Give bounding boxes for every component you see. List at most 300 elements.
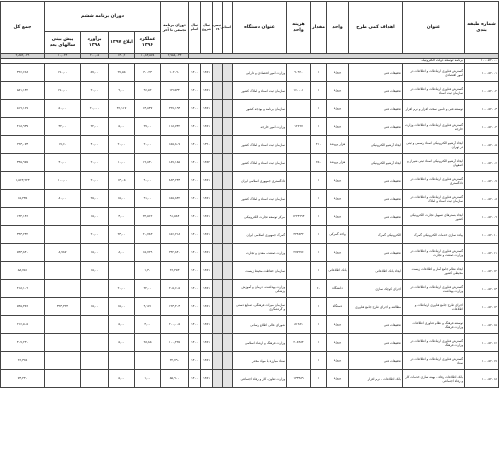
project-agency: سازمان حفاظت محیط زیست <box>233 262 287 280</box>
project-perf-1396: ۱۹,۸۳۰ <box>135 154 161 172</box>
project-code: ۱۰۰۰۵۲۰۰۸ <box>465 190 499 208</box>
project-amount: ۱ <box>311 334 327 352</box>
project-forecast: ۳۰,۰۰ <box>44 154 80 172</box>
project-est-1398: ۲۲,۰۰ <box>81 118 109 136</box>
project-forecast: ۱۷,۶۰ <box>44 136 80 154</box>
project-unit: پروژه <box>327 316 349 334</box>
project-article19 <box>213 352 223 370</box>
project-provincial <box>223 334 233 352</box>
project-unit-cost: ۱۳۳۴۸۹ <box>287 370 311 388</box>
project-unit-cost <box>287 100 311 118</box>
project-article19 <box>213 298 223 316</box>
project-agency: وزارت تعاون، کار و رفاه اجتماعی <box>233 370 287 388</box>
project-article19 <box>213 64 223 82</box>
project-goal: تحقیقات فنی <box>349 118 403 136</box>
project-unit-cost <box>287 262 311 280</box>
project-end-year: ۱۴۰۰ <box>189 172 201 190</box>
project-unit: پروژه <box>327 244 349 262</box>
project-amount: ۱ <box>311 244 327 262</box>
table-row <box>0 370 498 388</box>
project-forecast <box>44 226 80 244</box>
project-code: ۱۰۰۰۵۲۰۱۲ <box>465 262 499 280</box>
project-article19 <box>213 316 223 334</box>
project-notif-1397: ۲۳,۰۰ <box>109 226 135 244</box>
project-title: بانک اطلاعات رفاه - بهینه سازی خدمات کار و رفاه اجتماعی <box>403 370 465 388</box>
header-end-year: سال اتمام <box>189 2 201 54</box>
project-agency: وزارت امور اقتصادی و دارایی <box>233 64 287 82</box>
project-forecast <box>44 262 80 280</box>
project-amount: ۱ <box>311 172 327 190</box>
project-notif-1397 <box>109 262 135 280</box>
project-article19 <box>213 226 223 244</box>
project-perf-1396: ۹۶,۵۲ <box>135 82 161 100</box>
project-perf-1396: ۴,۰۰ <box>135 316 161 334</box>
project-title: توسعه فرهنگ و نظام فناوری اطلاعات وزارت فرهنگ <box>403 316 465 334</box>
project-provincial <box>223 118 233 136</box>
project-title: اجرای طرح جامع فناوری ارتباطات و اطلاعات <box>403 298 465 316</box>
table-row <box>0 154 498 172</box>
project-goal: اجرای کوچک سازی <box>349 280 403 298</box>
project-article19 <box>213 334 223 352</box>
project-forecast <box>44 316 80 334</box>
project-start-year: ۱۳۸۱ <box>201 244 213 262</box>
project-forecast <box>44 280 80 298</box>
project-title: توسعه فنی و تامین سخت افزار و نرم افزار <box>403 100 465 118</box>
project-title: گسترش فناوری ارتباطات و اطلاعات در ستاد <box>403 352 465 370</box>
project-end-year: ۱۴۰۰ <box>189 64 201 82</box>
total-1397: ۱۳۰,۲ <box>109 54 135 59</box>
project-code: ۱۰۰۰۵۲۰۱۰ <box>465 226 499 244</box>
header-grand-total: جمع کل <box>0 2 44 54</box>
project-start-year: ۱۳۸۱ <box>201 190 213 208</box>
project-amount: ۴۱۰ <box>311 136 327 154</box>
project-perf-1396: ۹,۱۷۱ <box>135 298 161 316</box>
project-unit: هزار پرونده <box>327 154 349 172</box>
project-end-year: ۱۴۰۰ <box>189 316 201 334</box>
project-goal: تحقیقات فنی <box>349 316 403 334</box>
project-amount: ۶۰ <box>311 280 327 298</box>
project-forecast <box>44 352 80 370</box>
project-unit-cost <box>287 352 311 370</box>
project-grand-total: ۵۱۹,۱۶۷ <box>0 100 44 118</box>
total-grand: ۲,۸۵۲,۰۲۹ <box>0 54 44 59</box>
project-amount: ۱ <box>311 100 327 118</box>
project-grand-total: ۵۸,۷۵۱ <box>0 262 44 280</box>
project-forecast: ۳۲,۰۰ <box>44 118 80 136</box>
project-est-1398: ۱۵,۰۰ <box>81 262 109 280</box>
project-grand-total: ۵۸۱,۱۴۲ <box>0 82 44 100</box>
project-grand-total: ۲۹۳,۰۷۳ <box>0 136 44 154</box>
project-title: گسترش فناوری ارتباطات و اطلاعات در دادگستری <box>403 172 465 190</box>
project-agency: گمرک جمهوری اسلامی ایران <box>233 226 287 244</box>
project-goal: تحقیقات فنی <box>349 100 403 118</box>
project-provincial <box>223 64 233 82</box>
project-goal: تحقیقات فنی <box>349 64 403 82</box>
header-agency: عنوان دستگاه <box>233 2 287 54</box>
project-perf-1396: ۲۲,۰۰ <box>135 280 161 298</box>
project-title: گسترش فناوری ارتباطات و اطلاعات در وزارت فرهنگ <box>403 334 465 352</box>
total-1398: ۲۰۰,۰۵ <box>81 54 109 59</box>
project-code: ۱۰۰۰۵۲۰۱۴ <box>465 298 499 316</box>
project-goal: تحقیقات فنی <box>349 352 403 370</box>
project-provincial <box>223 172 233 190</box>
project-start-year: ۱۳۸۱ <box>201 334 213 352</box>
project-est-1398: ۲۰,۰۰ <box>81 82 109 100</box>
project-est-1398: ۲۰,۰۰ <box>81 154 109 172</box>
project-unit: بانک اطلاعاتی <box>327 262 349 280</box>
project-start-year: ۱۳۸۱ <box>201 208 213 226</box>
project-start-year: ۱۳۸۲ <box>201 154 213 172</box>
table-body <box>0 54 498 388</box>
project-period-total: ۹۱,۵۸۴ <box>161 208 189 226</box>
table-row <box>0 352 498 370</box>
project-unit-cost <box>287 172 311 190</box>
project-grand-total: ۲۶,۳۶۵ <box>0 352 44 370</box>
project-unit-cost <box>287 136 311 154</box>
project-agency: سازمان ثبت اسناد و املاک کشور <box>233 82 287 100</box>
project-unit: پروژه <box>327 370 349 388</box>
project-agency: وزارت بهداشت، درمان و آموزش پزشکی <box>233 280 287 298</box>
project-agency: دادگستری جمهوری اسلامی ایران <box>233 172 287 190</box>
project-provincial <box>223 136 233 154</box>
project-agency: ستاد مبارزه با مواد مخدر <box>233 352 287 370</box>
project-goal: تحقیقات فنی <box>349 244 403 262</box>
project-unit-cost: ۲۰۸۴۸۴ <box>287 334 311 352</box>
project-code: ۱۰۰۰۵۲۰۰۴ <box>465 118 499 136</box>
project-end-year: ۱۴۰۰ <box>189 370 201 388</box>
project-provincial <box>223 280 233 298</box>
project-notif-1397: ۱۵,۰۰ <box>109 190 135 208</box>
project-start-year: ۱۳۸۱ <box>201 298 213 316</box>
project-amount: ۱ <box>311 370 327 388</box>
project-forecast: ۱۷۰,۰۰ <box>44 64 80 82</box>
project-period-total: ۲۲,۷۹۰ <box>161 352 189 370</box>
project-forecast: ۱۰۰,۰۰ <box>44 172 80 190</box>
project-period-total: ۱۱۸,۷۴۲ <box>161 118 189 136</box>
project-provincial <box>223 262 233 280</box>
project-provincial <box>223 244 233 262</box>
project-unit: پروژه <box>327 190 349 208</box>
project-agency: وزارت امور خارجه <box>233 118 287 136</box>
table-row <box>0 298 498 316</box>
project-unit-cost <box>287 280 311 298</box>
project-start-year: ۱۳۸۱ <box>201 316 213 334</box>
project-unit-cost: ۴۴۴۸۳۲ <box>287 226 311 244</box>
project-perf-1396: ۴۰۰۲۳ <box>135 64 161 82</box>
header-start-year: سال شروع <box>201 2 213 54</box>
project-notif-1397: ۲۰,۰۰ <box>109 136 135 154</box>
project-amount: ۱ <box>311 118 327 136</box>
project-provincial <box>223 352 233 370</box>
budget-table <box>0 1 499 388</box>
project-agency: سازمان ثبت اسناد و املاک کشور <box>233 190 287 208</box>
table-row <box>0 244 498 262</box>
project-title: گسترش فناوری ارتباطات و اطلاعات در وزارت بهداشت <box>403 280 465 298</box>
project-period-total: ۱۰۰,۴۲۵ <box>161 334 189 352</box>
project-provincial <box>223 298 233 316</box>
project-agency: سازمان برنامه و بودجه کشور <box>233 100 287 118</box>
header-notif-1397: ابلاغ ۱۳۹۷ <box>109 32 135 54</box>
project-grand-total: ۴۱۸,۹۳۷ <box>0 118 44 136</box>
project-grand-total: ۳۴۳,۲۴۲ <box>0 226 44 244</box>
project-est-1398: ۱۵,۰۰ <box>81 208 109 226</box>
project-end-year: ۱۴۰۰ <box>189 154 201 172</box>
project-title: ایجاد آرشیو الکترونیکی اسناد رسمی و ثبتی در تهران <box>403 136 465 154</box>
project-title: گسترش فناوری ارتباطات و اطلاعات وزارت خارجه <box>403 118 465 136</box>
project-est-1398 <box>81 352 109 370</box>
project-grand-total: ۵۴۳,۸۴۰ <box>0 244 44 262</box>
project-goal: ایجاد بانک اطلاعاتی <box>349 262 403 280</box>
project-est-1398: ۵۷,۰۰ <box>81 64 109 82</box>
project-article19 <box>213 136 223 154</box>
project-unit: پروژه <box>327 208 349 226</box>
project-unit-cost: ۱۲۶۹۷ <box>287 118 311 136</box>
project-end-year: ۱۴۰۰ <box>189 352 201 370</box>
table-row <box>0 190 498 208</box>
project-period-total: ۱۵۶,۲۱۸ <box>161 226 189 244</box>
project-amount: ۱ <box>311 262 327 280</box>
project-end-year: ۱۴۰۰ <box>189 334 201 352</box>
project-forecast <box>44 208 80 226</box>
project-amount: ۲۵۰ <box>311 154 327 172</box>
project-notif-1397: ۵,۰۰ <box>109 370 135 388</box>
project-code: ۱۰۰۰۵۲۰۱۶ <box>465 334 499 352</box>
table-row <box>0 280 498 298</box>
header-article19: تبصره ۱۹ <box>213 2 223 54</box>
project-unit-cost: ۱۶۰۰۰۱ <box>287 82 311 100</box>
project-notif-1397: ۹,۰۰ <box>109 82 135 100</box>
project-code: ۱۰۰۰۵۲۰۰۲ <box>465 82 499 100</box>
project-end-year: ۱۴۰۰ <box>189 100 201 118</box>
project-end-year: ۱۴۰۰ <box>189 298 201 316</box>
project-start-year: ۱۳۸۱ <box>201 82 213 100</box>
project-goal: تحقیقات فنی <box>349 208 403 226</box>
project-period-total: ۱۴۱۵۳۳ <box>161 82 189 100</box>
project-start-year: ۱۳۸۱ <box>201 370 213 388</box>
project-article19 <box>213 190 223 208</box>
project-title: گسترش فناوری ارتباطات و اطلاعات در امور اقتصادی <box>403 64 465 82</box>
header-amount: مقدار <box>311 2 327 54</box>
project-code: ۱۰۰۰۵۲۰۰۱ <box>465 64 499 82</box>
project-amount: ۱ <box>311 352 327 370</box>
header-goals: اهداف کمی طرح <box>349 2 403 54</box>
table-row <box>0 208 498 226</box>
project-code: ۱۰۰۰۵۲۰۱۸ <box>465 370 499 388</box>
project-notif-1397: ۱۵,۰۰ <box>109 298 135 316</box>
project-est-1398: ۲۰,۰۰ <box>81 172 109 190</box>
table-row <box>0 334 498 352</box>
header-unit-cost: هزینه واحد <box>287 2 311 54</box>
project-notif-1397: ۵,۰۰ <box>109 316 135 334</box>
project-start-year: ۱۳۸۱ <box>201 100 213 118</box>
table-row <box>0 118 498 136</box>
total-period: ۲,۷۵۸,۰۳۳ <box>161 54 189 59</box>
project-grand-total: ۱۵,۴۳۵ <box>0 190 44 208</box>
project-article19 <box>213 208 223 226</box>
table-row <box>0 262 498 280</box>
header-unit: واحد <box>327 2 349 54</box>
project-grand-total: ۱۳۴,۱۴۶ <box>0 208 44 226</box>
project-grand-total: ۷۳,۴۳۰ <box>0 370 44 388</box>
project-code: ۱۰۰۰۵۲۰۰۹ <box>465 208 499 226</box>
project-provincial <box>223 190 233 208</box>
project-forecast: ۸,۷۸۷ <box>44 244 80 262</box>
project-perf-1396: ۹۰,۰۰ <box>135 172 161 190</box>
total-1396: ۱۰,۸۳,۵۷۸ <box>135 54 161 59</box>
project-unit-cost: ۲۷۷۲۷۶ <box>287 244 311 262</box>
project-perf-1396: ۲۰,۷۸۳ <box>135 226 161 244</box>
project-notif-1397: ۵,۰۰ <box>109 334 135 352</box>
project-notif-1397: ۳۶,۱۱۷ <box>109 100 135 118</box>
project-article19 <box>213 118 223 136</box>
project-perf-1396: ۲۴,۵۶۲ <box>135 208 161 226</box>
project-end-year: ۱۴۰۰ <box>189 118 201 136</box>
project-title: ایجاد بسترهای تسهیل تجارت الکترونیکی کشور <box>403 208 465 226</box>
project-start-year: ۱۳۸۱ <box>201 280 213 298</box>
project-est-1398 <box>81 370 109 388</box>
project-est-1398: ۱۵,۰۰ <box>81 298 109 316</box>
project-period-total: ۱۲۳,۴۰۳ <box>161 298 189 316</box>
header-provincial: استانی <box>223 2 233 54</box>
header-title: عنوان <box>403 2 465 54</box>
project-unit: پروژه <box>327 64 349 82</box>
project-provincial <box>223 82 233 100</box>
project-est-1398: ۲۵,۰۰ <box>81 190 109 208</box>
project-amount: ۱ <box>311 64 327 82</box>
project-title: گسترش فناوری ارتباطات و اطلاعات در سازمان ثبت اسناد و املاک <box>403 190 465 208</box>
project-est-1398 <box>81 280 109 298</box>
project-period-total: ۲۹۷,۱۹۳ <box>161 100 189 118</box>
project-code: ۱۰۰۰۵۲۰۰۷ <box>465 172 499 190</box>
table-row <box>0 82 498 100</box>
table-row <box>0 226 498 244</box>
table-row <box>0 100 498 118</box>
total-forecast: ۱۰,۰۲۳ <box>44 54 80 59</box>
project-period-total: ۲۰۵,۶۰۵ <box>161 280 189 298</box>
project-est-1398: ۴۰,۰۰ <box>81 136 109 154</box>
project-est-1398: ۲۰,۰۰ <box>81 226 109 244</box>
project-period-total: ۲۰۰,۰۰۵ <box>161 316 189 334</box>
project-code: ۱۰۰۰۵۲۰۱۷ <box>465 352 499 370</box>
project-start-year: ۱۳۸۱ <box>201 226 213 244</box>
project-article19 <box>213 370 223 388</box>
project-code: ۱۰۰۰۵۲۰۱۳ <box>465 280 499 298</box>
project-provincial <box>223 154 233 172</box>
project-grand-total: ۳۹۶,۶۶۸ <box>0 64 44 82</box>
project-perf-1396 <box>135 352 161 370</box>
project-article19 <box>213 244 223 262</box>
project-start-year: ۱۳۸۱ <box>201 172 213 190</box>
table-row <box>0 136 498 154</box>
project-unit: پروژه <box>327 118 349 136</box>
project-code: ۱۰۰۰۵۲۰۰۳ <box>465 100 499 118</box>
project-provincial <box>223 208 233 226</box>
project-period-total: ۱۵۵,۸۴۲ <box>161 190 189 208</box>
project-period-total: ۱۸۷,۱۸۵ <box>161 154 189 172</box>
project-provincial <box>223 100 233 118</box>
project-forecast: ۱۷۰,۰۰ <box>44 82 80 100</box>
project-amount: ۱ <box>311 208 327 226</box>
project-perf-1396: ۱۳,۸۳۷ <box>135 100 161 118</box>
header-sixth-plan: دوران برنامه ششم <box>44 2 160 32</box>
project-end-year: ۱۴۰۰ <box>189 208 201 226</box>
project-article19 <box>213 154 223 172</box>
project-notif-1397: ۳,۰۰ <box>109 208 135 226</box>
project-notif-1397: ۸,۰۰ <box>109 244 135 262</box>
project-provincial <box>223 226 233 244</box>
project-amount: ۱ <box>311 190 327 208</box>
project-end-year: ۱۴۰۰ <box>189 244 201 262</box>
project-perf-1396: ۲۸,۸۵ <box>135 334 161 352</box>
project-start-year: ۱۳۸۱ <box>201 64 213 82</box>
header-forecast: پیش بینی سالهای بعد <box>44 32 80 54</box>
project-provincial <box>223 370 233 388</box>
project-grand-total: ۲۱۶,۵۰۵ <box>0 316 44 334</box>
project-goal: ایجاد آرشیو الکترونیکی <box>349 154 403 172</box>
project-goal: تحقیقات فنی <box>349 172 403 190</box>
project-perf-1396: ۱,۳۰ <box>135 262 161 280</box>
project-unit: پروژه <box>327 352 349 370</box>
project-unit: پروژه <box>327 100 349 118</box>
project-amount: ۱ <box>311 226 327 244</box>
project-article19 <box>213 280 223 298</box>
project-start-year: ۱۳۸۱ <box>201 352 213 370</box>
project-goal: تحقیقات فنی <box>349 190 403 208</box>
project-end-year: ۱۴۰۰ <box>189 262 201 280</box>
project-notif-1397: ۲۷,۵۵ <box>109 64 135 82</box>
project-end-year: ۱۴۰۰ <box>189 226 201 244</box>
project-unit: هزار پرونده <box>327 136 349 154</box>
project-unit-cost: ۱۲۲۴۹۹۴ <box>287 208 311 226</box>
project-agency: سازمان ثبت اسناد و املاک کشور <box>233 154 287 172</box>
project-unit: دستگاه <box>327 298 349 316</box>
project-agency: وزارت فرهنگ و ارشاد اسلامی <box>233 334 287 352</box>
project-title: گسترش فناوری ارتباطات و اطلاعات در وزارت صنعت و تجارت <box>403 244 465 262</box>
project-amount: ۱ <box>311 82 327 100</box>
project-article19 <box>213 172 223 190</box>
header-est-1398: برآورد ۱۳۹۸ <box>81 32 109 54</box>
project-grand-total: ۳۰۷,۲۳۰ <box>0 334 44 352</box>
project-title: پیاده سازی خدمات الکترونیکی گمرک <box>403 226 465 244</box>
project-title: گسترش فناوری ارتباطات و اطلاعات در سازمان ثبت اسناد <box>403 82 465 100</box>
section-title: برنامه توسعه دولت الکترونیک <box>0 59 464 64</box>
project-goal: تحقیقات فنی <box>349 82 403 100</box>
project-unit-cost <box>287 298 311 316</box>
project-period-total: ۵۵,۹۰۰ <box>161 370 189 388</box>
project-unit-cost: ۹۰۹۲۰ <box>287 64 311 82</box>
project-perf-1396: ۱,۰۰ <box>135 370 161 388</box>
project-grand-total: ۱,۵۶۳,۹۲۳ <box>0 172 44 190</box>
project-end-year: ۱۴۰۰ <box>189 136 201 154</box>
project-goal: بانک اطلاعات - نرم افزار <box>349 370 403 388</box>
project-period-total: ۲۶,۴۵۳ <box>161 262 189 280</box>
project-goal: ایجاد آرشیو الکترونیکی <box>349 136 403 154</box>
project-unit: پروژه <box>327 334 349 352</box>
project-goal: تحقیقات فنی <box>349 334 403 352</box>
project-grand-total: ۴۱۸,۱۰۹ <box>0 280 44 298</box>
project-code: ۱۰۰۰۵۲۰۰۵ <box>465 136 499 154</box>
project-period-total: ۲۴۲,۸۴۰ <box>161 244 189 262</box>
project-unit: پروژه <box>327 172 349 190</box>
project-amount: ۱ <box>311 316 327 334</box>
project-est-1398 <box>81 316 109 334</box>
project-notif-1397 <box>109 352 135 370</box>
project-notif-1397: ۱۳,۰۵ <box>109 172 135 190</box>
project-est-1398: ۱۵,۰۰ <box>81 244 109 262</box>
project-code: ۱۰۰۰۵۲۰۰۶ <box>465 154 499 172</box>
project-agency: وزارت صنعت، معدن و تجارت <box>233 244 287 262</box>
project-forecast <box>44 334 80 352</box>
